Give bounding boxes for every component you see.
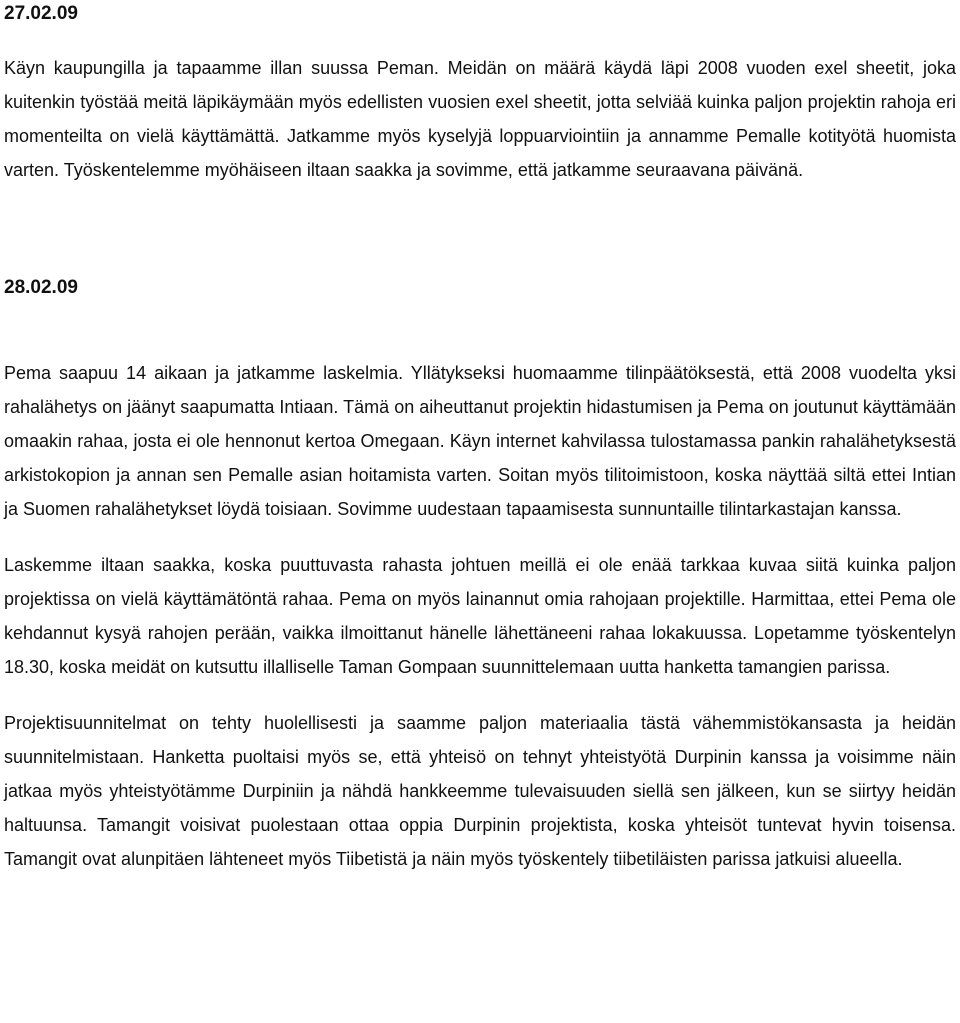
entry-date: 27.02.09: [4, 3, 78, 24]
entry-date: 28.02.09: [4, 277, 78, 298]
entry-paragraph: Laskemme iltaan saakka, koska puuttuvasta rahasta johtuen meillä ei ole enää tarkkaa kuvaa siitä kuinka paljon projektissa on vielä käyttämätöntä rahaa. Pema on myös lainannut omia rahojaan projektille. Harmittaa, ettei Pema ole kehdannut kysyä rahojen perään, vaikka ilmoittanut hänelle lähettäneeni rahaa lokakuussa. Lopetamme työskentelyn 18.30, koska meidät on kutsuttu illalliselle Taman Gompaan suunnittelemaan uutta hanketta tamangien parissa.: [4, 555, 956, 677]
entry-paragraph: Käyn kaupungilla ja tapaamme illan suussa Peman. Meidän on määrä käydä läpi 2008 vuoden exel sheetit, joka kuitenkin työstää meitä läpikäymään myös edellisten vuosien exel sheetit, jotta selviää kuinka paljon projektin rahoja eri momenteilta on vielä käyttämättä. Jatkamme myös kyselyjä loppuarviointiin ja annamme Pemalle kotityötä huomista varten. Työskentelemme myöhäiseen iltaan saakka ja sovimme, että jatkamme seuraavana päivänä.: [4, 58, 956, 180]
entry-paragraph: Projektisuunnitelmat on tehty huolellisesti ja saamme paljon materiaalia tästä vähemmistökansasta ja heidän suunnitelmistaan. Hanketta puoltaisi myös se, että yhteisö on tehnyt yhteistyötä Durpinin kanssa ja voisimme näin jatkaa myös yhteistyötämme Durpiniin ja nähdä hankkeemme tulevaisuuden siellä sen jälkeen, kun se siirtyy heidän haltuunsa. Tamangit voisivat puolestaan ottaa oppia Durpinin projektista, koska yhteisöt tuntevat hyvin toisensa. Tamangit ovat alunpitäen lähteneet myös Tiibetistä ja näin myös työskentely tiibetiläisten parissa jatkuisi alueella.: [4, 713, 956, 869]
entry-paragraph: Pema saapuu 14 aikaan ja jatkamme laskelmia. Yllätykseksi huomaamme tilinpäätöksestä, että 2008 vuodelta yksi rahalähetys on jäänyt saapumatta Intiaan. Tämä on aiheuttanut projektin hidastumisen ja Pema on joutunut käyttämään omaakin rahaa, josta ei ole hennonut kertoa Omegaan. Käyn internet kahvilassa tulostamassa pankin rahalähetyksestä arkistokopion ja annan sen Pemalle asian hoitamista varten. Soitan myös tilitoimistoon, koska näyttää siltä ettei Intian ja Suomen rahalähetykset löydä toisiaan. Sovimme uudestaan tapaamisesta sunnuntaille tilintarkastajan kanssa.: [4, 363, 956, 519]
document-page: [4, 0, 956, 876]
